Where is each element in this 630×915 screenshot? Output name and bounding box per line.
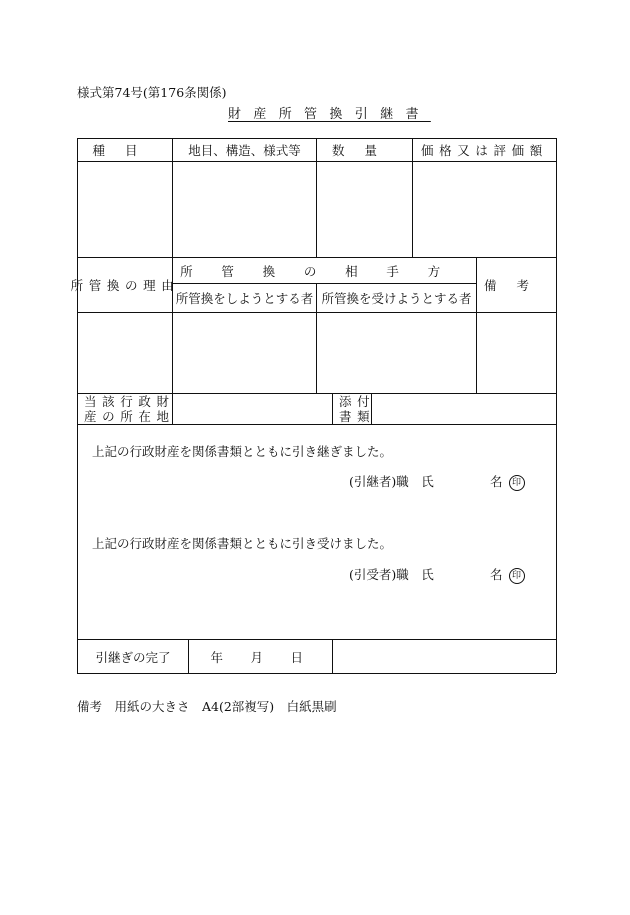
header-land-structure: 地目、構造、様式等	[188, 143, 301, 158]
location-label-line1: 当該行政財	[84, 394, 175, 409]
handover-name-label	[490, 472, 525, 491]
header-transfer-reason: 所管換の理由	[70, 278, 180, 293]
handover-statement: 上記の行政財産を関係書類とともに引き継ぎました。	[92, 444, 393, 459]
footnote: 備考 用紙の大きさ A4(2部複写) 白紙黒刷	[77, 699, 337, 714]
header-quantity: 数量	[331, 143, 397, 158]
seal-icon: 印	[509, 475, 525, 491]
handover-signer-label: (引継者)職 氏	[349, 474, 434, 489]
receive-name-text: 名	[490, 567, 503, 582]
seal-icon: 印	[509, 568, 525, 584]
form-number: 様式第74号(第176条関係)	[77, 85, 227, 100]
grid-line	[77, 138, 78, 673]
completion-date: 年 月 日	[210, 649, 311, 665]
attachments-label-line2: 書類	[339, 409, 376, 424]
page-title: 財産所管換引継書	[228, 107, 431, 122]
header-transferring-party: 所管換をしようとする者	[175, 291, 314, 306]
grid-line	[77, 673, 556, 674]
header-price: 価格又は評価額	[421, 143, 548, 158]
header-receiving-party: 所管換を受けようとする者	[321, 291, 472, 306]
attachments-label-line1: 添付	[339, 394, 376, 409]
receive-name-label	[490, 565, 525, 584]
header-transfer-party: 所管換の相手方	[180, 263, 469, 279]
receive-statement: 上記の行政財産を関係書類とともに引き受けました。	[92, 536, 393, 551]
header-item-type: 種目	[92, 143, 158, 158]
location-label-line2: 産の所在地	[84, 409, 175, 424]
grid-line	[77, 424, 556, 425]
receive-signer-label: (引受者)職 氏	[349, 567, 434, 582]
header-remarks: 備考	[483, 278, 549, 293]
completion-label: 引継ぎの完了	[95, 649, 171, 665]
grid-line	[332, 393, 333, 424]
grid-line	[332, 639, 333, 673]
grid-line	[556, 138, 557, 673]
handover-name-text: 名	[490, 474, 503, 489]
